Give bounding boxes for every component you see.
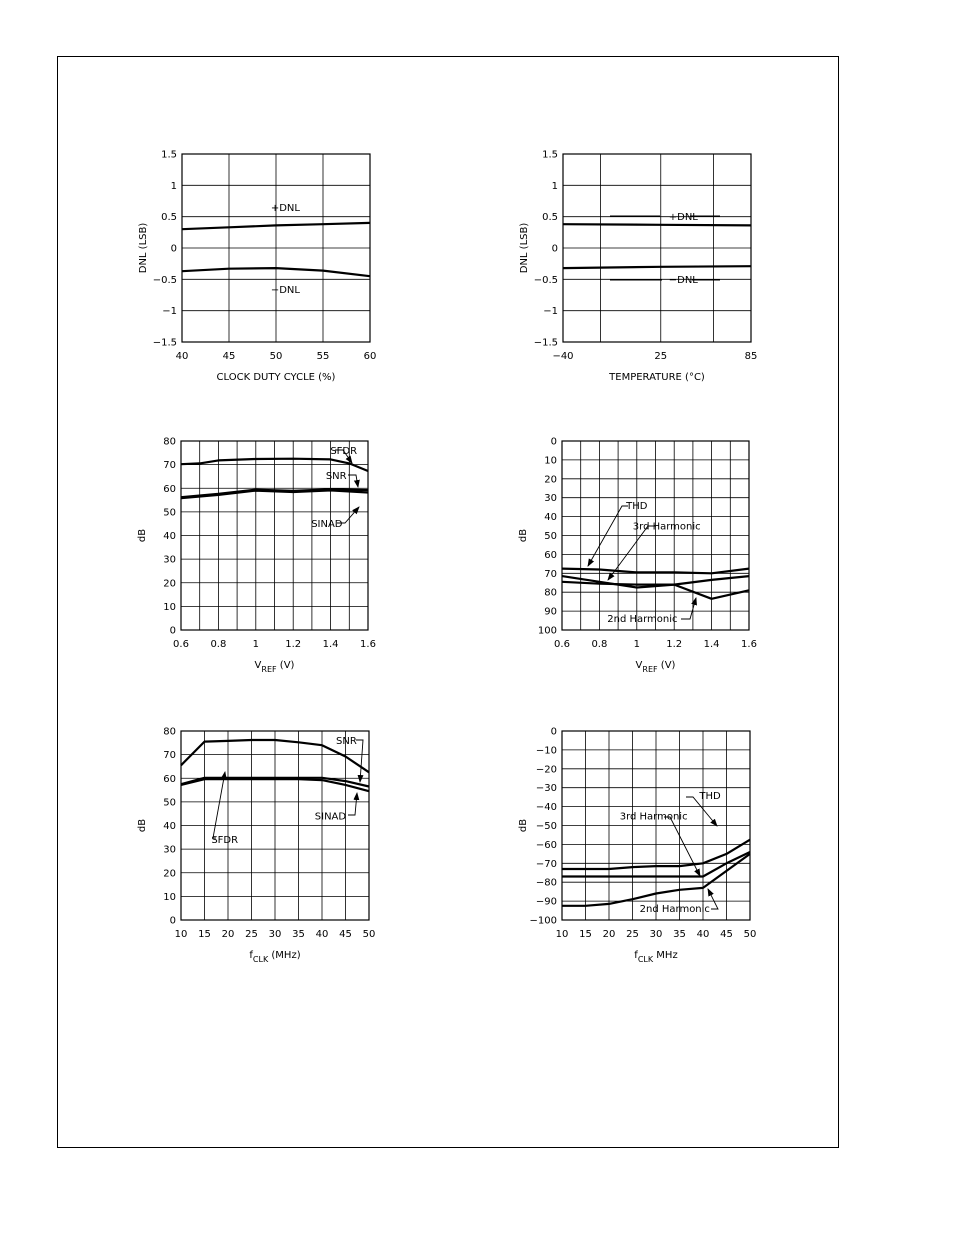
- grid: [181, 731, 369, 920]
- x-axis-label: $f_{CLK}$ MHz: [634, 950, 678, 964]
- grid: [562, 441, 749, 630]
- y-tick-label: −90: [535, 896, 557, 908]
- y-tick-label: 0: [169, 625, 176, 637]
- x-tick-label: 45: [222, 351, 236, 362]
- annotation-label: −DNL: [668, 274, 698, 286]
- x-tick-label: 0.6: [173, 639, 189, 650]
- x-tick-label: 10: [555, 929, 569, 940]
- x-tick-label: 20: [221, 929, 235, 940]
- y-tick-label: 100: [537, 625, 557, 637]
- x-tick-label: −40: [552, 351, 574, 362]
- y-tick-label: 80: [163, 726, 176, 738]
- x-tick-label: 30: [649, 929, 663, 940]
- y-tick-label: −1.5: [152, 337, 177, 349]
- y-tick-label: 30: [163, 554, 176, 566]
- annotation-label: SNR: [325, 470, 347, 482]
- y-tick-label: 10: [163, 891, 176, 903]
- x-tick-label: 20: [602, 929, 616, 940]
- x-tick-label: 1: [633, 639, 640, 650]
- y-tick-label: 50: [163, 507, 176, 519]
- y-tick-label: 30: [163, 844, 176, 856]
- y-tick-label: 40: [544, 512, 557, 524]
- x-axis-label: CLOCK DUTY CYCLE (%): [216, 372, 336, 383]
- chart-c6: [518, 727, 756, 965]
- x-tick-label: 25: [245, 929, 258, 940]
- x-tick-label: 25: [626, 929, 639, 940]
- y-tick-label: 90: [544, 606, 557, 618]
- grid: [563, 154, 751, 342]
- y-tick-label: −100: [529, 915, 557, 927]
- y-tick-label: 1: [551, 180, 558, 192]
- x-axis-label: TEMPERATURE (°C): [609, 372, 705, 383]
- y-axis-label: dB: [518, 818, 529, 833]
- y-tick-label: 70: [544, 568, 557, 580]
- x-axis-label: $V_{REF}$ (V): [635, 660, 676, 674]
- y-tick-label: 70: [163, 460, 176, 472]
- chart-c3: [137, 437, 376, 675]
- x-tick-label: 1.6: [360, 639, 376, 650]
- x-tick-label: 1.6: [741, 639, 757, 650]
- leader-line: [681, 598, 696, 619]
- x-tick-label: 30: [268, 929, 282, 940]
- y-tick-label: −0.5: [152, 274, 177, 286]
- annotation-label: SNR: [336, 735, 357, 747]
- x-tick-label: 15: [579, 929, 592, 940]
- x-tick-label: 50: [269, 351, 283, 362]
- y-tick-label: 60: [163, 483, 176, 495]
- x-axis-label: $f_{CLK}$ (MHz): [249, 950, 301, 964]
- y-tick-label: −1.5: [533, 337, 558, 349]
- annotation-label: SINAD: [314, 811, 347, 823]
- y-tick-label: 20: [544, 474, 557, 486]
- y-tick-label: 50: [163, 797, 176, 809]
- x-tick-label: 0.8: [210, 639, 227, 650]
- x-tick-label: 40: [175, 351, 189, 362]
- x-tick-label: 45: [720, 929, 733, 940]
- annotation-label: +DNL: [270, 202, 300, 214]
- y-tick-label: 20: [163, 868, 176, 880]
- x-tick-label: 35: [673, 929, 686, 940]
- leader-line: [356, 740, 363, 782]
- chart-c2: [519, 150, 757, 384]
- y-tick-label: −40: [535, 802, 557, 814]
- y-tick-label: 60: [163, 773, 176, 785]
- y-tick-label: 0: [170, 243, 177, 255]
- x-tick-label: 15: [198, 929, 211, 940]
- x-tick-label: 1: [252, 639, 259, 650]
- grid: [181, 441, 368, 630]
- y-tick-label: 0: [551, 243, 558, 255]
- grid: [562, 731, 750, 920]
- x-tick-label: 1.4: [322, 639, 339, 650]
- y-tick-label: 1.5: [161, 149, 177, 161]
- y-tick-label: −30: [535, 783, 557, 795]
- y-tick-label: −50: [535, 821, 557, 832]
- leader-line: [213, 772, 225, 838]
- y-axis-label: dB: [137, 818, 148, 833]
- annotation-label: SINAD: [311, 519, 343, 531]
- series-line--dnl: [563, 224, 751, 225]
- y-tick-label: 10: [544, 455, 557, 467]
- annotation-label: SFDR: [330, 445, 358, 457]
- y-tick-label: 70: [163, 750, 176, 762]
- y-axis-label: dB: [518, 528, 529, 543]
- x-tick-label: 1.4: [703, 639, 720, 650]
- x-tick-label: 35: [292, 929, 305, 940]
- annotation-label: 3rd Harmonic: [632, 521, 701, 533]
- y-tick-label: 50: [544, 531, 557, 542]
- x-tick-label: 60: [363, 351, 377, 362]
- y-tick-label: −1: [162, 306, 177, 318]
- y-tick-label: −80: [535, 877, 557, 889]
- x-tick-label: 55: [316, 351, 330, 362]
- y-tick-label: 0: [550, 436, 557, 448]
- y-tick-label: 60: [544, 549, 557, 561]
- annotation-label: 3rd Harmonic: [619, 811, 688, 823]
- y-tick-label: 0: [169, 915, 176, 927]
- leader-line: [348, 793, 357, 815]
- y-axis-label: DNL (LSB): [138, 222, 149, 274]
- annotation-label: −DNL: [270, 284, 300, 296]
- annotation-label: SFDR: [211, 835, 239, 847]
- x-tick-label: 40: [315, 929, 329, 940]
- y-tick-label: 1: [170, 180, 177, 192]
- grid: [182, 154, 370, 342]
- annotation-label: +DNL: [668, 212, 698, 224]
- x-tick-label: 50: [362, 929, 376, 940]
- annotation-label: 2nd Harmonic: [639, 904, 710, 916]
- y-tick-label: 80: [163, 436, 176, 448]
- x-tick-label: 50: [743, 929, 757, 940]
- x-tick-label: 1.2: [285, 639, 302, 650]
- y-tick-label: 80: [544, 587, 557, 599]
- annotation-label: 2nd Harmonic: [607, 614, 678, 626]
- y-tick-label: −60: [535, 839, 557, 851]
- y-tick-label: −10: [535, 745, 557, 757]
- y-tick-label: 10: [163, 601, 176, 613]
- y-tick-label: −20: [535, 764, 557, 776]
- x-tick-label: 0.6: [554, 639, 570, 650]
- y-tick-label: 1.5: [542, 149, 558, 161]
- x-tick-label: 0.8: [591, 639, 608, 650]
- annotation-label: THD: [626, 500, 648, 512]
- y-axis-label: dB: [137, 528, 148, 543]
- y-tick-label: 30: [544, 493, 557, 505]
- y-tick-label: 20: [163, 578, 176, 590]
- chart-c1: [138, 150, 376, 384]
- y-tick-label: −70: [535, 858, 557, 870]
- x-tick-label: 85: [744, 351, 758, 362]
- chart-c5: [137, 727, 375, 965]
- x-tick-label: 1.2: [666, 639, 683, 650]
- y-tick-label: 40: [163, 531, 176, 542]
- x-tick-label: 25: [654, 351, 668, 362]
- y-axis-label: DNL (LSB): [519, 222, 530, 274]
- y-tick-label: −0.5: [533, 274, 558, 286]
- y-tick-label: 0.5: [542, 212, 558, 224]
- y-tick-label: −1: [543, 306, 558, 318]
- y-tick-label: 40: [163, 821, 176, 832]
- y-tick-label: 0.5: [161, 212, 177, 224]
- series-line--dnl: [563, 266, 751, 268]
- x-tick-label: 10: [174, 929, 188, 940]
- x-tick-label: 45: [339, 929, 352, 940]
- leader-line: [588, 506, 628, 566]
- x-tick-label: 40: [696, 929, 710, 940]
- chart-c4: [518, 437, 757, 675]
- annotation-label: THD: [699, 790, 721, 802]
- x-axis-label: $V_{REF}$ (V): [254, 660, 295, 674]
- y-tick-label: 0: [550, 726, 557, 738]
